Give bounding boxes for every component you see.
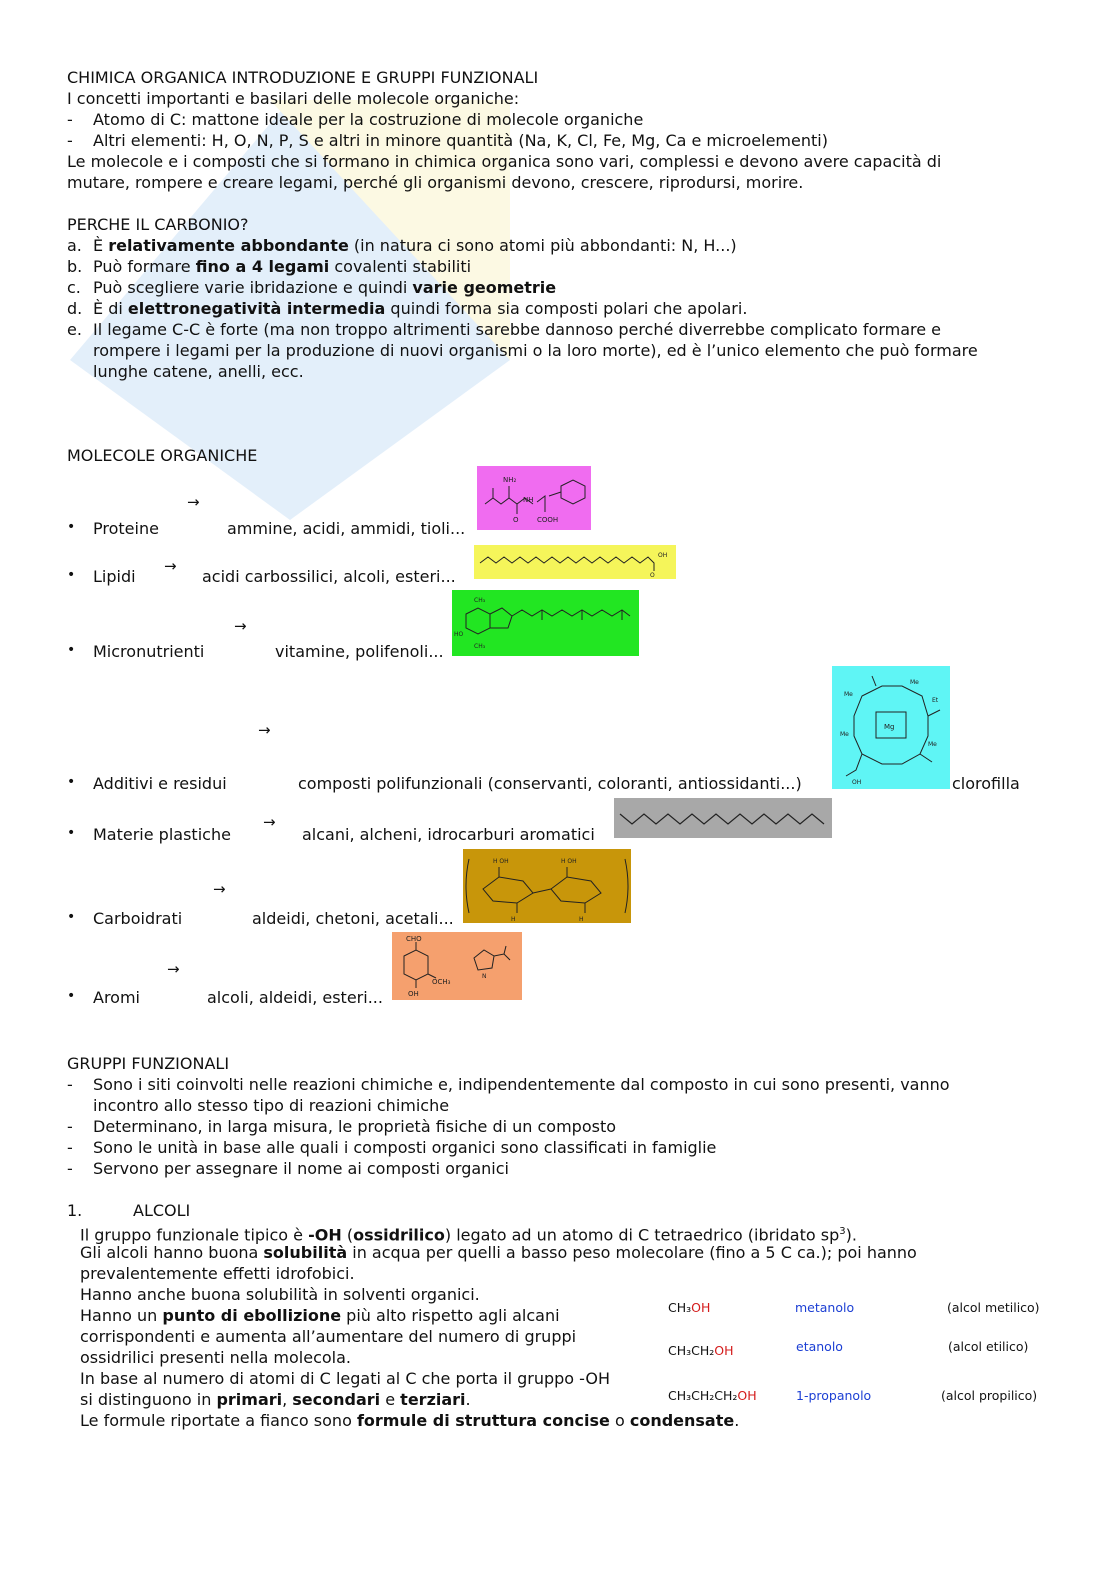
- arrow-icon: →: [187, 493, 200, 511]
- alcohols-line: corrispondenti e aumenta all’aumentare del numero di gruppi: [80, 1327, 577, 1346]
- molecule-desc-lipidi: acidi carbossilici, alcoli, esteri...: [202, 567, 456, 586]
- svg-text:H: H: [511, 916, 516, 923]
- list-label: d.: [67, 299, 83, 318]
- list-label: b.: [67, 257, 83, 276]
- svg-text:OCH₃: OCH₃: [432, 978, 451, 986]
- plastiche-structure-image: [614, 798, 832, 838]
- arrow-icon: →: [167, 960, 180, 978]
- common-name-propanolo: (alcol propilico): [941, 1388, 1038, 1403]
- svg-text:Me: Me: [928, 741, 937, 748]
- molecule-desc-aromi: alcoli, aldeidi, esteri...: [207, 988, 383, 1007]
- bullet: •: [67, 988, 76, 1004]
- section-heading-molecules: MOLECOLE ORGANICHE: [67, 446, 258, 465]
- svg-text:O: O: [513, 516, 519, 524]
- intro-paragraph: Le molecole e i composti che si formano in chimica organica sono vari, complessi e devono avere capacità di: [67, 152, 942, 171]
- svg-text:NH: NH: [523, 496, 534, 504]
- intro-paragraph: mutare, rompere e creare legami, perché gli organismi devono, crescere, riprodursi, morire.: [67, 173, 804, 192]
- dash-marker: -: [67, 131, 73, 150]
- aromi-structure-image: [392, 932, 522, 1000]
- molecule-name-lipidi: Lipidi: [93, 567, 136, 586]
- list-label: a.: [67, 236, 82, 255]
- molecule-desc-additivi: composti polifunzionali (conservanti, coloranti, antiossidanti...): [298, 774, 802, 793]
- carbon-item-a: È relativamente abbondante (in natura ci sono atomi più abbondanti: N, H...): [93, 236, 737, 255]
- alcohols-line: Hanno anche buona solubilità in solventi organici.: [80, 1285, 480, 1304]
- functional-dash-item: Sono le unità in base alle quali i composti organici sono classificati in famiglie: [93, 1138, 717, 1157]
- formula-propanolo: CH₃CH₂CH₂OH: [668, 1388, 757, 1403]
- svg-text:CHO: CHO: [406, 935, 422, 943]
- svg-text:OH: OH: [658, 552, 668, 559]
- svg-text:Et: Et: [932, 697, 939, 704]
- alcohols-line: Hanno un punto di ebollizione più alto rispetto agli alcani: [80, 1306, 560, 1325]
- svg-text:OH: OH: [852, 779, 862, 786]
- molecule-desc-proteine: ammine, acidi, ammidi, tioli...: [227, 519, 466, 538]
- molecule-desc-micronutrienti: vitamine, polifenoli...: [275, 642, 444, 661]
- clorofilla-structure-image: [832, 666, 950, 789]
- intro-dash-item: Atomo di C: mattone ideale per la costruzione di molecole organiche: [93, 110, 644, 129]
- arrow-icon: →: [164, 557, 177, 575]
- molecule-name-additivi: Additivi e residui: [93, 774, 227, 793]
- section-heading-functional: GRUPPI FUNZIONALI: [67, 1054, 230, 1073]
- svg-text:O: O: [650, 572, 655, 579]
- carbon-item-d: È di elettronegatività intermedia quindi forma sia composti polari che apolari.: [93, 299, 748, 318]
- svg-text:COOH: COOH: [537, 516, 559, 524]
- alcohols-line: si distinguono in primari, secondari e terziari.: [80, 1390, 471, 1409]
- arrow-icon: →: [213, 880, 226, 898]
- carbon-item-c: Può scegliere varie ibridazione e quindi varie geometrie: [93, 278, 557, 297]
- svg-text:HO: HO: [454, 631, 464, 638]
- molecule-name-plastiche: Materie plastiche: [93, 825, 231, 844]
- svg-text:CH₃: CH₃: [474, 597, 486, 604]
- carbon-item-e: Il legame C-C è forte (ma non troppo altrimenti sarebbe dannoso perché diverrebbe complicato formare e: [93, 320, 942, 339]
- molecule-extra-clorofilla: clorofilla: [952, 774, 1020, 793]
- bullet: •: [67, 567, 76, 583]
- list-label: e.: [67, 320, 82, 339]
- alcohols-line: In base al numero di atomi di C legati al C che porta il gruppo -OH: [80, 1369, 611, 1388]
- bullet: •: [67, 519, 76, 535]
- arrow-icon: →: [263, 813, 276, 831]
- molecule-name-aromi: Aromi: [93, 988, 140, 1007]
- common-name-etanolo: (alcol etilico): [948, 1339, 1029, 1354]
- svg-text:Mg: Mg: [884, 723, 895, 731]
- bullet: •: [67, 825, 76, 841]
- dash-marker: -: [67, 1075, 73, 1094]
- svg-text:Me: Me: [910, 679, 919, 686]
- intro-line: I concetti importanti e basilari delle molecole organiche:: [67, 89, 520, 108]
- svg-text:CH₃: CH₃: [474, 643, 486, 650]
- svg-text:Me: Me: [840, 731, 849, 738]
- carbon-item-e-cont: lunghe catene, anelli, ecc.: [93, 362, 304, 381]
- document-title: CHIMICA ORGANICA INTRODUZIONE E GRUPPI FUNZIONALI: [67, 68, 539, 87]
- carbon-item-b: Può formare fino a 4 legami covalenti stabiliti: [93, 257, 472, 276]
- alcohols-line: Gli alcoli hanno buona solubilità in acqua per quelli a basso peso molecolare (fino a 5 C ca.); poi hanno: [80, 1243, 917, 1262]
- proteine-structure-image: [477, 466, 591, 530]
- molecule-name-micronutrienti: Micronutrienti: [93, 642, 205, 661]
- intro-dash-item: Altri elementi: H, O, N, P, S e altri in minore quantità (Na, K, Cl, Fe, Mg, Ca e microelementi): [93, 131, 828, 150]
- list-label: c.: [67, 278, 81, 297]
- name-metanolo: metanolo: [795, 1300, 855, 1315]
- arrow-icon: →: [258, 721, 271, 739]
- section-heading-carbon: PERCHE IL CARBONIO?: [67, 215, 249, 234]
- bullet: •: [67, 642, 76, 658]
- lipidi-structure-image: [474, 545, 676, 579]
- arrow-icon: →: [234, 617, 247, 635]
- svg-text:Me: Me: [844, 691, 853, 698]
- svg-text:NH₂: NH₂: [503, 476, 517, 484]
- alcohols-line: Le formule riportate a fianco sono formule di struttura concise o condensate.: [80, 1411, 740, 1430]
- bullet: •: [67, 909, 76, 925]
- svg-text:H OH: H OH: [561, 858, 577, 865]
- functional-dash-item: Servono per assegnare il nome ai composti organici: [93, 1159, 509, 1178]
- dash-marker: -: [67, 110, 73, 129]
- functional-dash-item-cont: incontro allo stesso tipo di reazioni chimiche: [93, 1096, 450, 1115]
- alcohols-line: Il gruppo funzionale tipico è -OH (ossidrilico) legato ad un atomo di C tetraedrico (ibridato $sp^3$).: [80, 1225, 857, 1245]
- name-propanolo: 1-propanolo: [796, 1388, 872, 1403]
- formula-etanolo: CH₃CH₂OH: [668, 1343, 734, 1358]
- bullet: •: [67, 774, 76, 790]
- dash-marker: -: [67, 1138, 73, 1157]
- molecule-desc-carboidrati: aldeidi, chetoni, acetali...: [252, 909, 454, 928]
- alcohols-heading: ALCOLI: [133, 1201, 191, 1220]
- dash-marker: -: [67, 1117, 73, 1136]
- carbon-item-e-cont: rompere i legami per la produzione di nuovi organismi o la loro morte), ed è l’unico elemento che può formare: [93, 341, 978, 360]
- name-etanolo: etanolo: [796, 1339, 843, 1354]
- alcohols-line: ossidrilici presenti nella molecola.: [80, 1348, 352, 1367]
- alcohols-number: 1.: [67, 1201, 83, 1220]
- svg-text:H OH: H OH: [493, 858, 509, 865]
- molecule-name-carboidrati: Carboidrati: [93, 909, 183, 928]
- common-name-metanolo: (alcol metilico): [947, 1300, 1040, 1315]
- svg-text:OH: OH: [408, 990, 419, 998]
- molecule-desc-plastiche: alcani, alcheni, idrocarburi aromatici: [302, 825, 595, 844]
- functional-dash-item: Sono i siti coinvolti nelle reazioni chimiche e, indipendentemente dal composto in cui sono presenti, vanno: [93, 1075, 950, 1094]
- micronutrienti-structure-image: [452, 590, 639, 656]
- svg-text:H: H: [579, 916, 584, 923]
- alcohols-line: prevalentemente effetti idrofobici.: [80, 1264, 355, 1283]
- dash-marker: -: [67, 1159, 73, 1178]
- carboidrati-structure-image: [463, 849, 631, 923]
- formula-metanolo: CH₃OH: [668, 1300, 711, 1315]
- svg-text:N: N: [482, 973, 487, 980]
- molecule-name-proteine: Proteine: [93, 519, 159, 538]
- functional-dash-item: Determinano, in larga misura, le proprietà fisiche di un composto: [93, 1117, 617, 1136]
